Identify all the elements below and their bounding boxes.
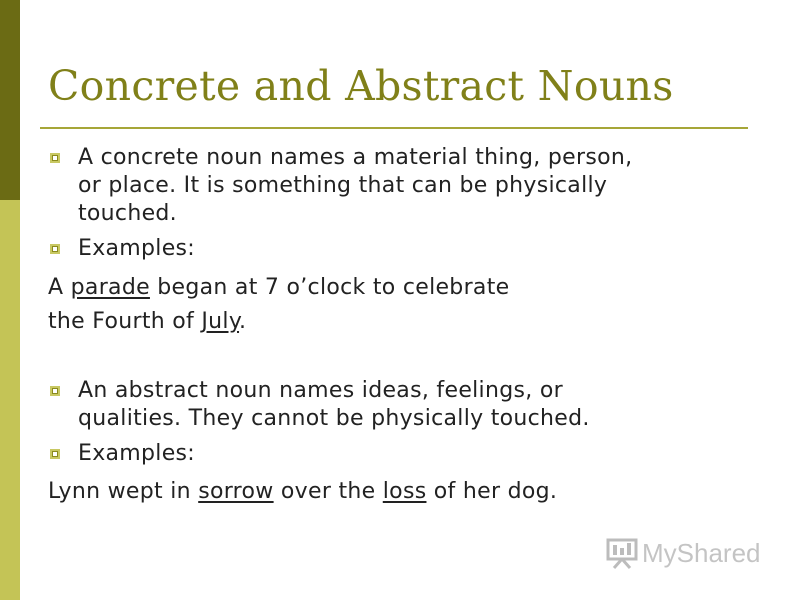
abstract-definition-line-2: qualities. They cannot be physically touched. [78,406,590,431]
square-bullet-icon [50,153,60,163]
watermark-text: MyShared [642,537,761,568]
example-text: . [239,309,247,334]
underlined-noun: loss [382,479,427,504]
concrete-example-line-1 [48,275,509,301]
example-text: of her dog. [426,479,558,504]
concrete-example-line-2 [48,309,246,335]
concrete-definition-line-1: A concrete noun names a material thing, person, [78,145,633,170]
title-divider [40,127,748,129]
underlined-noun: July [201,309,240,334]
underlined-noun: sorrow [198,479,274,504]
abstract-definition-line-1: An abstract noun names ideas, feelings, or [78,378,563,403]
slide-title: Concrete and Abstract Nouns [48,62,674,110]
side-bar-dark [0,0,20,200]
square-bullet-icon [50,386,60,396]
underlined-noun: parade [70,275,150,300]
side-bar-light [0,200,20,600]
abstract-examples-label: Examples: [78,441,196,466]
concrete-definition-line-3: touched. [78,201,177,226]
square-bullet-icon [50,244,60,254]
watermark-logo [604,536,764,570]
abstract-example-line [48,479,557,505]
example-text: began at 7 o’clock to celebrate [149,275,510,300]
example-text: Lynn wept in [48,479,199,504]
concrete-examples-label: Examples: [78,236,196,261]
concrete-definition-line-2: or place. It is something that can be physically [78,173,608,198]
square-bullet-icon [50,449,60,459]
example-text: the Fourth of [48,309,202,334]
example-text: A [48,275,71,300]
example-text: over the [273,479,383,504]
presentation-board-icon [604,537,640,569]
